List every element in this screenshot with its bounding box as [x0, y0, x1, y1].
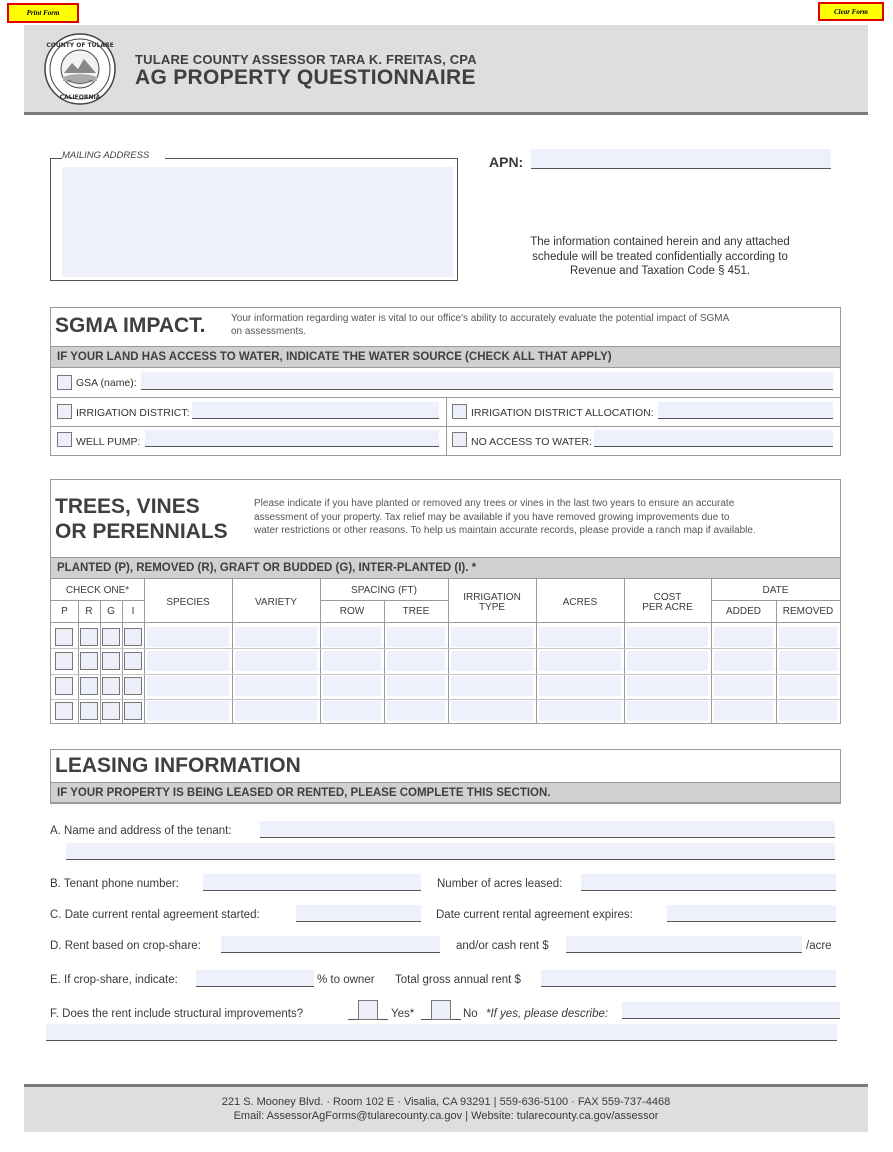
gsa-checkbox[interactable]: [57, 375, 72, 390]
well-pump-label: WELL PUMP:: [76, 436, 141, 448]
irrigation-district-label: IRRIGATION DISTRICT:: [76, 407, 190, 419]
species-header: SPECIES: [166, 597, 210, 608]
g-header: G: [107, 606, 115, 617]
gross-rent-label: Total gross annual rent $: [395, 974, 521, 986]
row-header: ROW: [339, 606, 365, 617]
row1-row-field[interactable]: [323, 627, 381, 647]
trees-title: TREES, VINES OR PERENNIALS: [55, 495, 228, 543]
agreement-expires-label: Date current rental agreement expires:: [436, 909, 633, 921]
row1-tree-field[interactable]: [387, 627, 445, 647]
describe-field-continued[interactable]: [46, 1024, 837, 1041]
row3-p-checkbox[interactable]: [55, 677, 73, 695]
gross-rent-field[interactable]: [541, 970, 836, 987]
row3-added-field[interactable]: [714, 676, 773, 696]
crop-share-field[interactable]: [221, 936, 440, 953]
i-header: I: [131, 606, 135, 617]
page-title: AG PROPERTY QUESTIONNAIRE: [135, 66, 476, 89]
row2-irrigation-field[interactable]: [451, 651, 533, 671]
clear-form-button[interactable]: Clear Form: [818, 2, 884, 21]
row2-tree-field[interactable]: [387, 651, 445, 671]
spacing-header: SPACING (FT): [351, 585, 417, 596]
irrigation-type-header: IRRIGATION TYPE: [463, 592, 521, 613]
crop-share-percent-label: E. If crop-share, indicate:: [50, 974, 178, 986]
row4-i-checkbox[interactable]: [124, 702, 142, 720]
row3-irrigation-field[interactable]: [451, 676, 533, 696]
trees-table-body: [51, 624, 840, 722]
mailing-address-label: MAILING ADDRESS: [62, 150, 150, 161]
row2-variety-field[interactable]: [235, 651, 317, 671]
crop-share-percent-field[interactable]: [196, 970, 314, 987]
check-one-header: CHECK ONE*: [65, 585, 130, 596]
row4-g-checkbox[interactable]: [102, 702, 120, 720]
row3-variety-field[interactable]: [235, 676, 317, 696]
added-header: ADDED: [725, 606, 761, 617]
gsa-label: GSA (name):: [76, 377, 137, 389]
row2-r-checkbox[interactable]: [80, 652, 98, 670]
leasing-title: LEASING INFORMATION: [55, 754, 301, 777]
row3-g-checkbox[interactable]: [102, 677, 120, 695]
row2-species-field[interactable]: [147, 651, 229, 671]
irrigation-allocation-label: IRRIGATION DISTRICT ALLOCATION:: [471, 407, 654, 419]
tenant-name-label: A. Name and address of the tenant:: [50, 825, 232, 837]
assessor-name: TULARE COUNTY ASSESSOR TARA K. FREITAS, CPA: [135, 52, 477, 67]
cost-per-acre-header: COST PER ACRE: [642, 592, 693, 613]
row3-row-field[interactable]: [323, 676, 381, 696]
tenant-phone-field[interactable]: [203, 874, 421, 891]
row4-r-checkbox[interactable]: [80, 702, 98, 720]
to-owner-label: % to owner: [317, 974, 375, 986]
describe-label: *If yes, please describe:: [486, 1008, 609, 1020]
no-access-field[interactable]: [594, 430, 833, 447]
irrigation-allocation-checkbox[interactable]: [452, 404, 467, 419]
removed-header: REMOVED: [782, 606, 834, 617]
row4-cost-field[interactable]: [627, 701, 708, 721]
county-seal-icon: [44, 33, 116, 105]
row4-tree-field[interactable]: [387, 701, 445, 721]
agreement-expires-field[interactable]: [667, 905, 836, 922]
row4-added-field[interactable]: [714, 701, 773, 721]
row2-g-checkbox[interactable]: [102, 652, 120, 670]
row2-p-checkbox[interactable]: [55, 652, 73, 670]
crop-share-label: D. Rent based on crop-share:: [50, 940, 201, 952]
row3-removed-field[interactable]: [779, 676, 837, 696]
footer-address: 221 S. Mooney Blvd. · Room 102 E · Visalia, CA 93291 | 559-636-5100 · FAX 559-737-4468: [221, 1096, 671, 1108]
acres-leased-field[interactable]: [581, 874, 836, 891]
row3-cost-field[interactable]: [627, 676, 708, 696]
row4-acres-field[interactable]: [539, 701, 621, 721]
no-access-label: NO ACCESS TO WATER:: [471, 436, 592, 448]
irrigation-district-field[interactable]: [192, 402, 439, 419]
p-header: P: [61, 606, 68, 617]
agreement-start-field[interactable]: [296, 905, 421, 922]
row4-p-checkbox[interactable]: [55, 702, 73, 720]
trees-instructions-bar: PLANTED (P), REMOVED (R), GRAFT OR BUDDED (G), INTER-PLANTED (I). *: [51, 557, 840, 579]
row2-added-field[interactable]: [714, 651, 773, 671]
structural-yes-checkbox[interactable]: [358, 1000, 378, 1020]
r-header: R: [85, 606, 93, 617]
structural-no-checkbox[interactable]: [431, 1000, 451, 1020]
cash-rent-field[interactable]: [566, 936, 802, 953]
svg-text:COUNTY OF TULARE: COUNTY OF TULARE: [46, 42, 114, 49]
svg-text:CALIFORNIA: CALIFORNIA: [59, 94, 101, 101]
row2-removed-field[interactable]: [779, 651, 837, 671]
row1-irrigation-field[interactable]: [451, 627, 533, 647]
variety-header: VARIETY: [254, 597, 298, 608]
row4-variety-field[interactable]: [235, 701, 317, 721]
acres-header: ACRES: [562, 597, 598, 608]
tenant-address-field[interactable]: [66, 843, 835, 860]
well-pump-field[interactable]: [145, 430, 439, 447]
row1-variety-field[interactable]: [235, 627, 317, 647]
row4-removed-field[interactable]: [779, 701, 837, 721]
no-access-checkbox[interactable]: [452, 432, 467, 447]
confidentiality-notice: The information contained herein and any attached schedule will be treated confidentially according to Revenue and Taxation Code § 451.: [530, 236, 790, 277]
yes-label: Yes*: [391, 1008, 415, 1020]
row2-acres-field[interactable]: [539, 651, 621, 671]
apn-field[interactable]: [531, 149, 831, 169]
cash-rent-label: and/or cash rent $: [456, 940, 549, 952]
irrigation-district-checkbox[interactable]: [57, 404, 72, 419]
row1-cost-field[interactable]: [627, 627, 708, 647]
row1-g-checkbox[interactable]: [102, 628, 120, 646]
row1-species-field[interactable]: [147, 627, 229, 647]
tree-header: TREE: [402, 606, 430, 617]
sgma-instructions-bar: IF YOUR LAND HAS ACCESS TO WATER, INDICATE THE WATER SOURCE (CHECK ALL THAT APPLY): [51, 346, 840, 368]
row2-i-checkbox[interactable]: [124, 652, 142, 670]
row1-p-checkbox[interactable]: [55, 628, 73, 646]
row3-r-checkbox[interactable]: [80, 677, 98, 695]
footer-contact: Email: AssessorAgForms@tularecounty.ca.gov | Website: tularecounty.ca.gov/assessor: [233, 1110, 659, 1122]
mailing-address-field[interactable]: [62, 167, 453, 277]
row2-row-field[interactable]: [323, 651, 381, 671]
row4-row-field[interactable]: [323, 701, 381, 721]
row1-i-checkbox[interactable]: [124, 628, 142, 646]
acres-leased-label: Number of acres leased:: [437, 878, 563, 890]
row4-irrigation-field[interactable]: [451, 701, 533, 721]
sgma-description: Your information regarding water is vital to our office's ability to accurately evaluate the potential impact of SGMA on assessments.: [231, 313, 730, 337]
gsa-name-field[interactable]: [141, 372, 833, 390]
row4-species-field[interactable]: [147, 701, 229, 721]
tenant-phone-label: B. Tenant phone number:: [50, 878, 179, 890]
row3-i-checkbox[interactable]: [124, 677, 142, 695]
tenant-name-field[interactable]: [260, 821, 835, 838]
row3-tree-field[interactable]: [387, 676, 445, 696]
row3-species-field[interactable]: [147, 676, 229, 696]
footer: [24, 1084, 868, 1132]
per-acre-label: /acre: [806, 940, 832, 952]
row1-removed-field[interactable]: [779, 627, 837, 647]
row1-r-checkbox[interactable]: [80, 628, 98, 646]
leasing-instructions-bar: IF YOUR PROPERTY IS BEING LEASED OR RENTED, PLEASE COMPLETE THIS SECTION.: [51, 782, 840, 803]
structural-improvements-label: F. Does the rent include structural improvements?: [50, 1008, 304, 1020]
no-label: No: [463, 1008, 478, 1020]
date-header: DATE: [762, 585, 789, 596]
row3-acres-field[interactable]: [539, 676, 621, 696]
apn-label: APN:: [489, 154, 524, 170]
well-pump-checkbox[interactable]: [57, 432, 72, 447]
row2-cost-field[interactable]: [627, 651, 708, 671]
trees-description: Please indicate if you have planted or removed any trees or vines in the last two years to ensure an accurate assessment of your property. Tax relief may be available if you have removed growing improvements due to water restrictions or other reasons. To help us maintain accurate records, please provide a ranch map if available.: [254, 498, 756, 536]
describe-field[interactable]: [622, 1002, 840, 1019]
irrigation-allocation-field[interactable]: [658, 402, 833, 419]
row1-added-field[interactable]: [714, 627, 773, 647]
row1-acres-field[interactable]: [539, 627, 621, 647]
agreement-start-label: C. Date current rental agreement started:: [50, 909, 260, 921]
print-form-button[interactable]: Print Form: [7, 3, 79, 23]
sgma-title: SGMA IMPACT.: [55, 314, 206, 337]
